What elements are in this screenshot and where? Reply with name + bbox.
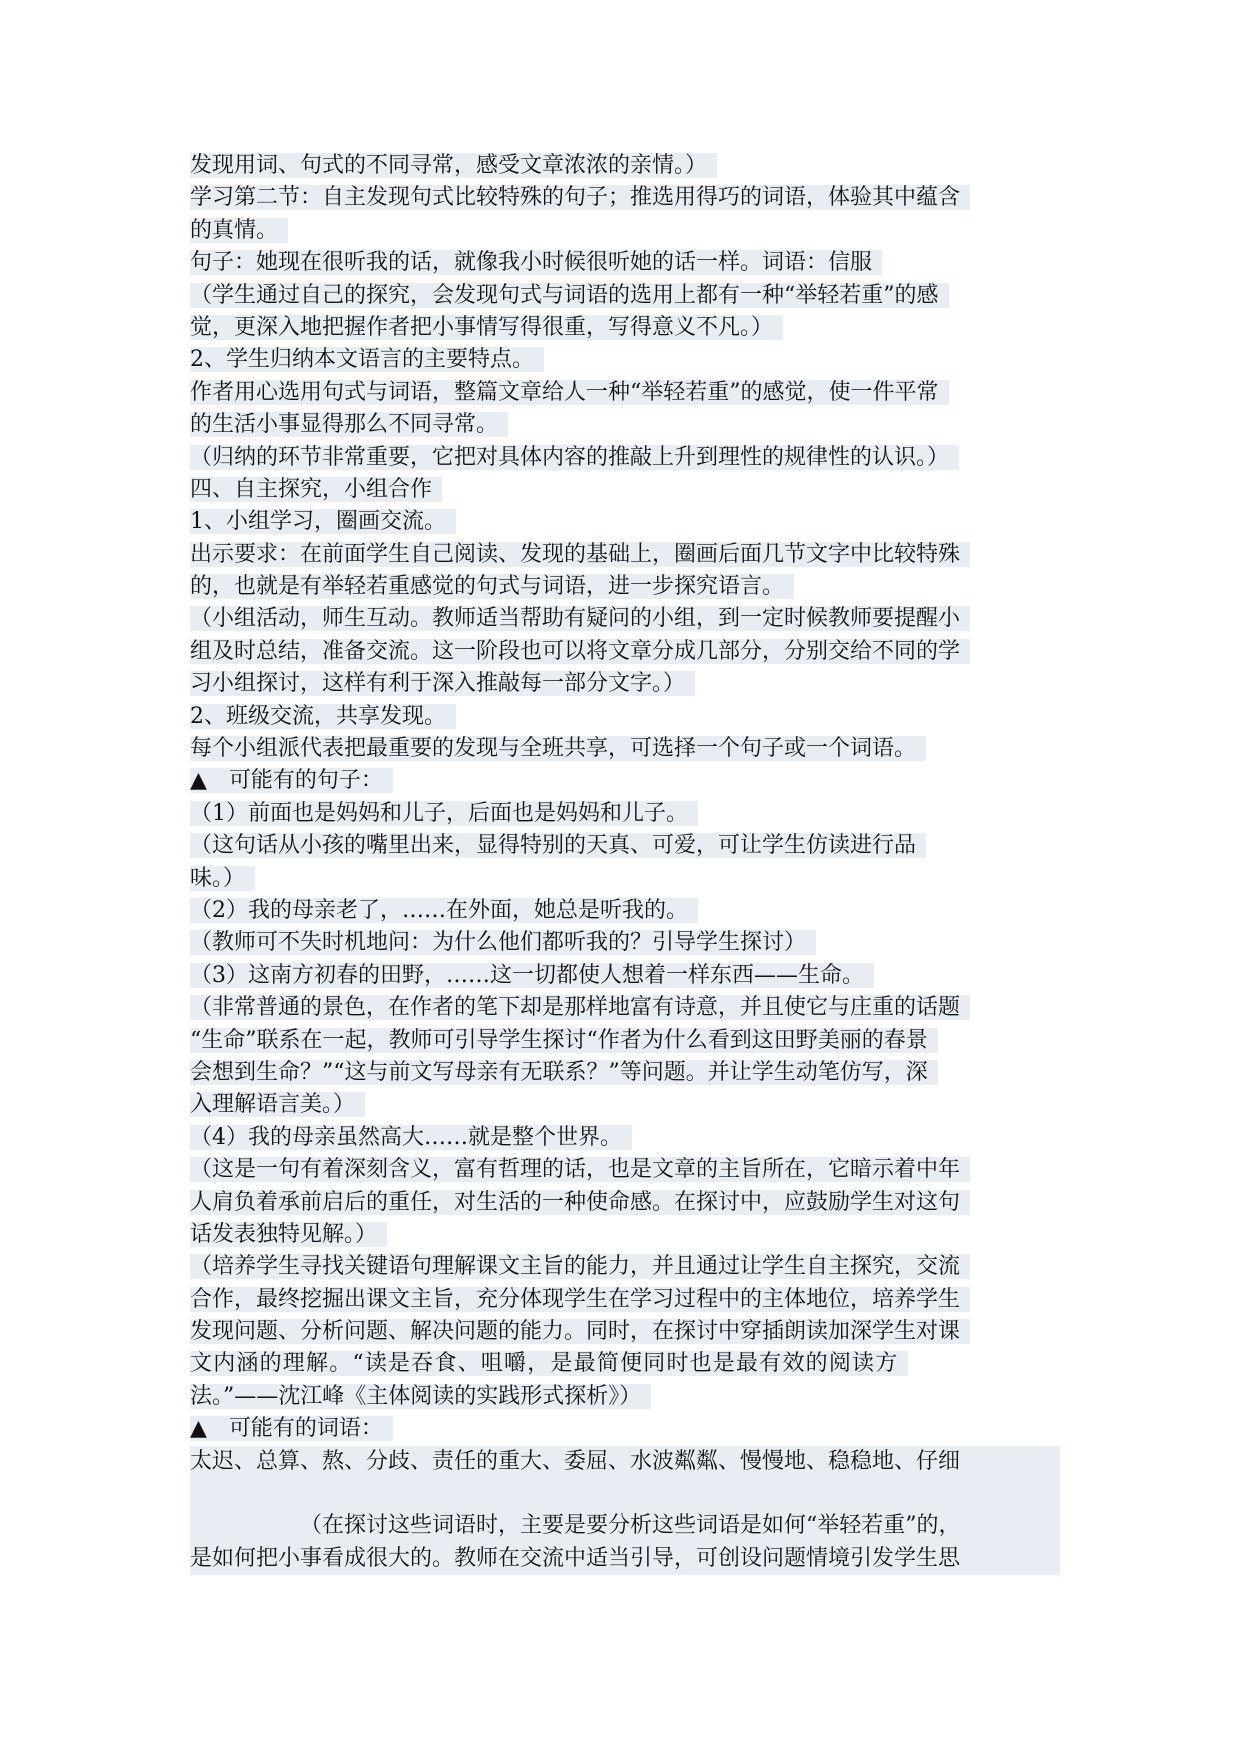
subsection-heading: 2、班级交流，共享发现。 [190,701,1060,733]
text-line: （4）我的母亲虽然高大……就是整个世界。 [190,1122,1060,1154]
text-line: 每个小组派代表把最重要的发现与全班共享，可选择一个句子或一个词语。 [190,733,1060,765]
bullet-heading: ▲ 可能有的句子： [190,765,1060,797]
text-line: 觉，更深入地把握作者把小事情写得很重，写得意义不凡。） [190,312,1060,344]
text-line: 发现问题、分析问题、解决问题的能力。同时，在探讨中穿插朗读加深学生对课 [190,1316,1060,1348]
text-line: 出示要求：在前面学生自己阅读、发现的基础上，圈画后面几节文字中比较特殊 [190,539,1060,571]
text-line: 的真情。 [190,215,1060,247]
text-line: 的，也就是有举轻若重感觉的句式与词语，进一步探究语言。 [190,571,1060,603]
document-body [190,150,1060,1575]
text-line: （归纳的环节非常重要，它把对具体内容的推敲上升到理性的规律性的认识。） [190,442,1060,474]
text-line: （学生通过自己的探究，会发现句式与词语的选用上都有一种“举轻若重”的感 [190,280,1060,312]
text-line: 习小组探讨，这样有利于深入推敲每一部分文字。） [190,668,1060,700]
text-line: 的生活小事显得那么不同寻常。 [190,409,1060,441]
text-line: 组及时总结，准备交流。这一阶段也可以将文章分成几部分，分别交给不同的学 [190,636,1060,668]
subsection-heading: 1、小组学习，圈画交流。 [190,506,1060,538]
text-line: 太迟、总算、熬、分歧、责任的重大、委屈、水波粼粼、慢慢地、稳稳地、仔细 [190,1446,1060,1478]
text-line: 法。”——沈江峰《主体阅读的实践形式探析》） [190,1381,1060,1413]
section-heading: 四、自主探究，小组合作 [190,474,1060,506]
text-line: “生命”联系在一起，教师可引导学生探讨“作者为什么看到这田野美丽的春景 [190,1025,1060,1057]
text-line: （小组活动，师生互动。教师适当帮助有疑问的小组，到一定时候教师要提醒小 [190,603,1060,635]
text-line: （1）前面也是妈妈和儿子，后面也是妈妈和儿子。 [190,798,1060,830]
text-line: 味。） [190,863,1060,895]
text-line: 是如何把小事看成很大的。教师在交流中适当引导，可创设问题情境引发学生思 [190,1543,1060,1575]
text-line: （教师可不失时机地问：为什么他们都听我的？引导学生探讨） [190,927,1060,959]
text-line: 会想到生命？”“这与前文写母亲有无联系？”等问题。并让学生动笔仿写，深 [190,1057,1060,1089]
text-line: （在探讨这些词语时，主要是要分析这些词语是如何“举轻若重”的， [190,1510,1060,1542]
text-line: 发现用词、句式的不同寻常，感受文章浓浓的亲情。） [190,150,1060,182]
text-line: （这是一句有着深刻含义，富有哲理的话，也是文章的主旨所在，它暗示着中年 [190,1154,1060,1186]
text-line: （3）这南方初春的田野，……这一切都使人想着一样东西——生命。 [190,960,1060,992]
text-line: 合作，最终挖掘出课文主旨，充分体现学生在学习过程中的主体地位，培养学生 [190,1284,1060,1316]
text-line: 入理解语言美。） [190,1089,1060,1121]
text-line: （这句话从小孩的嘴里出来，显得特别的天真、可爱，可让学生仿读进行品 [190,830,1060,862]
bullet-heading: ▲ 可能有的词语： [190,1413,1060,1445]
text-line: （2）我的母亲老了，……在外面，她总是听我的。 [190,895,1060,927]
text-line: （非常普通的景色，在作者的笔下却是那样地富有诗意，并且使它与庄重的话题 [190,992,1060,1024]
text-line: 作者用心选用句式与词语，整篇文章给人一种“举轻若重”的感觉，使一件平常 [190,377,1060,409]
blank-line [190,1478,1060,1510]
text-line: 人肩负着承前启后的重任，对生活的一种使命感。在探讨中，应鼓励学生对这句 [190,1187,1060,1219]
text-line: （培养学生寻找关键语句理解课文主旨的能力，并且通过让学生自主探究，交流 [190,1251,1060,1283]
text-line: 话发表独特见解。） [190,1219,1060,1251]
text-line: 2、学生归纳本文语言的主要特点。 [190,344,1060,376]
text-line: 学习第二节：自主发现句式比较特殊的句子；推选用得巧的词语，体验其中蕴含 [190,182,1060,214]
text-line: 文内涵的理解。“读是吞食、咀嚼，是最简便同时也是最有效的阅读方 [190,1348,1060,1380]
text-line: 句子：她现在很听我的话，就像我小时候很听她的话一样。词语：信服 [190,247,1060,279]
